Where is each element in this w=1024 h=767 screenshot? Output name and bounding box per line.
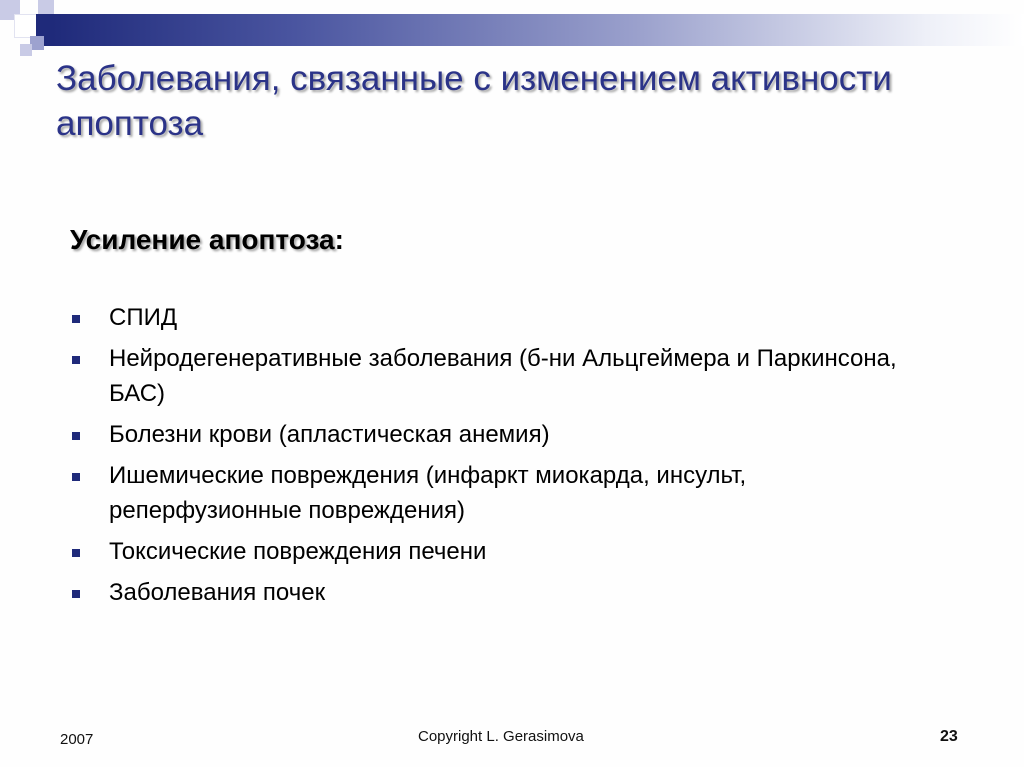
square-bullet-icon [72, 590, 80, 598]
list-item-text: Токсические повреждения печени [109, 538, 487, 565]
list-item [72, 341, 932, 411]
bullet-list [72, 300, 932, 616]
footer-year: 2007 [60, 731, 94, 748]
footer-copyright: Copyright L. Gerasimova [418, 728, 584, 745]
header-gradient-bar [52, 14, 1024, 46]
deco-square [20, 44, 32, 56]
square-bullet-icon [72, 432, 80, 440]
section-heading [70, 222, 344, 258]
list-item-text: Болезни крови (апластическая анемия) [109, 421, 550, 448]
deco-square [30, 36, 44, 50]
list-item-text: Заболевания почек [109, 579, 326, 606]
deco-square [14, 14, 38, 38]
list-item [72, 458, 932, 528]
list-item-text: СПИД [109, 304, 178, 331]
list-item-text: Ишемические повреждения (инфаркт миокарда, инсульт, реперфузионные повреждения) [109, 462, 747, 524]
list-item-text: Нейродегенеративные заболевания (б-ни Альцгеймера и Паркинсона, БАС) [109, 345, 897, 407]
list-item [72, 300, 932, 335]
square-bullet-icon [72, 356, 80, 364]
list-item [72, 417, 932, 452]
slide-title: Заболевания, связанные с изменением активности апоптоза [56, 59, 892, 143]
square-bullet-icon [72, 549, 80, 557]
list-item [72, 534, 932, 569]
section-heading-text: Усиление апоптоза [70, 224, 335, 255]
square-bullet-icon [72, 315, 80, 323]
list-item [72, 575, 932, 610]
section-heading-colon: : [334, 224, 344, 255]
square-bullet-icon [72, 473, 80, 481]
page-number: 23 [940, 728, 958, 745]
deco-square [38, 0, 54, 14]
